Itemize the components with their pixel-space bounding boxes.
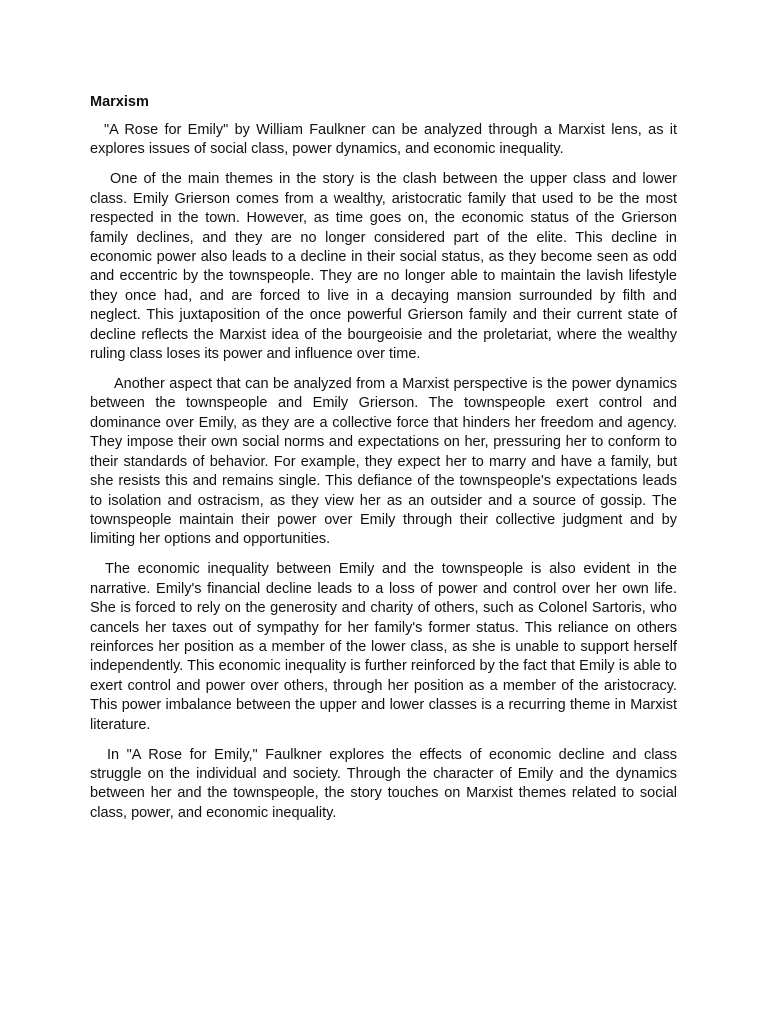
paragraph-power-dynamics: Another aspect that can be analyzed from a Marxist perspective is the power dynamics between the townspeople and Emily Grierson. The townspeople exert control and dominance over Emily, as they are a collective force that hinders her freedom and agency. They impose their own social norms and expectations on her, pressuring her to conform to their standards of behavior. For example, they expect her to marry and have a family, but she resists this and remains single. This defiance of the townspeople's expectations leads to isolation and ostracism, as they view her as an outsider and a source of gossip. The townspeople maintain their power over Emily through their collective judgment and by limiting her options and opportunities. xyxy=(90,376,677,548)
document-heading: Marxism xyxy=(90,94,149,110)
paragraph-conclusion: In "A Rose for Emily," Faulkner explores the effects of economic decline and class struggle on the individual and society. Through the character of Emily and the dynamics between her and the townspeople, the story touches on Marxist themes related to social class, power, and economic inequality. xyxy=(90,746,677,821)
paragraph-economic-inequality: The economic inequality between Emily and the townspeople is also evident in the narrative. Emily's financial decline leads to a loss of power and control over her own life. She is forced to rely on the generosity and charity of others, such as Colonel Sartoris, who cancels her taxes out of sympathy for her family's former status. This reliance on others reinforces her position as a member of the lower class, as she is unable to support herself independently. This economic inequality is further reinforced by the fact that Emily is able to exert control and power over others, through her position as a member of the aristocracy. This power imbalance between the upper and lower classes is a recurring theme in Marxist literature. xyxy=(90,561,677,733)
document-body xyxy=(90,92,677,834)
paragraph-class-clash: One of the main themes in the story is the clash between the upper class and lower class. Emily Grierson comes from a wealthy, aristocratic family that used to be the most respected in the town. However, as time goes on, the economic status of the Grierson family declines, and they are no longer considered part of the elite. This decline in economic power also leads to a decline in their social status, as they become seen as odd and eccentric by the townspeople. They are no longer able to maintain the lavish lifestyle they once had, and are forced to live in a decaying mansion surrounded by filth and neglect. This juxtaposition of the once powerful Grierson family and their current state of decline reflects the Marxist idea of the bourgeoisie and the proletariat, where the wealthy ruling class loses its power and influence over time. xyxy=(90,171,677,363)
paragraph-intro: "A Rose for Emily" by William Faulkner can be analyzed through a Marxist lens, as it explores issues of social class, power dynamics, and economic inequality. xyxy=(90,122,677,158)
